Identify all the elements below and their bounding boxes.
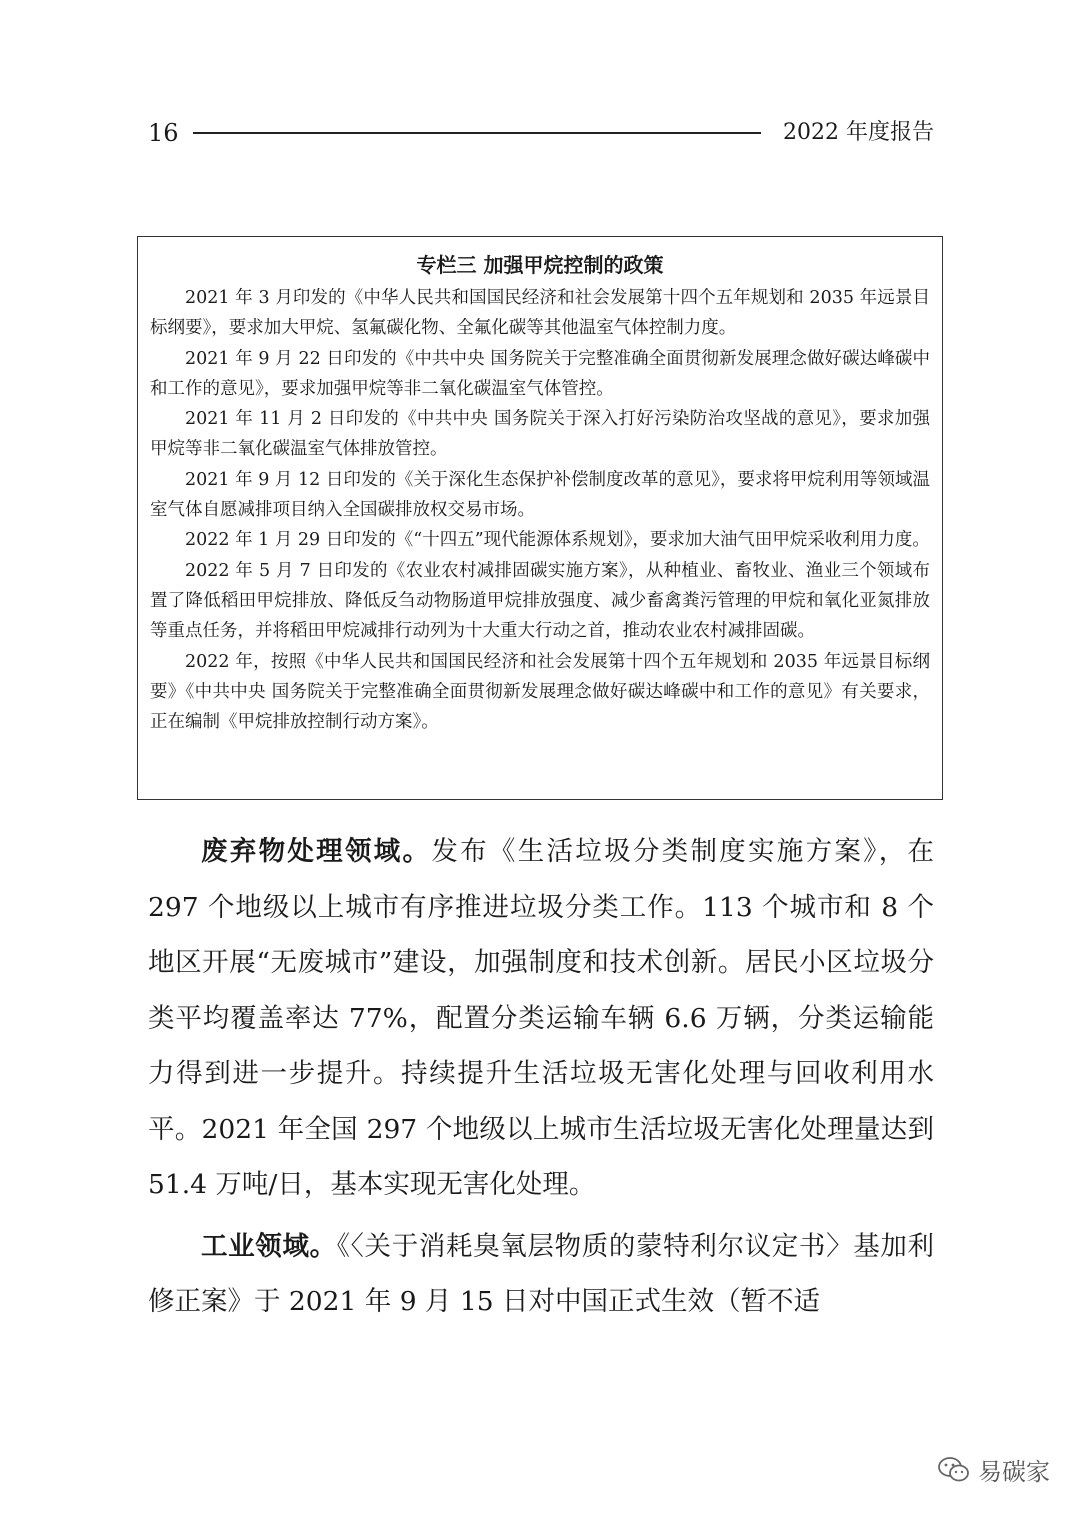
body-text [148,824,934,1330]
sidebar-title: 专栏三 加强甲烷控制的政策 [416,253,664,277]
industry-text: 《〈关于消耗臭氧层物质的蒙特利尔议定书〉基加利修正案》于 2021 年 9 月 15 日对中国正式生效（暂不适 [148,1230,935,1317]
sidebar-box [137,236,943,800]
sidebar-paragraph-3: 2021 年 11 月 2 日印发的《中共中央 国务院关于深入打好污染防治攻坚战的意见》，要求加强甲烷等非二氧化碳温室气体排放管控。 [150,409,930,460]
page-header [148,116,934,150]
waste-paragraph [148,824,934,1213]
sidebar-paragraph-7: 2022 年，按照《中华人民共和国国民经济和社会发展第十四个五年规划和 2035 年远景目标纲要》《中共中央 国务院关于完整准确全面贯彻新发展理念做好碳达峰碳中和工作的意见》有关要求，正在编制《甲烷排放控制行动方案》。 [150,651,930,733]
watermark-label: 易碳家 [978,1458,1050,1486]
page-number: 16 [148,119,179,147]
sidebar-paragraph-5: 2022 年 1 月 29 日印发的《“十四五”现代能源体系规划》，要求加大油气田甲烷采收利用力度。 [185,530,930,551]
industry-paragraph [148,1219,934,1330]
sidebar-paragraph-6: 2022 年 5 月 7 日印发的《农业农村减排固碳实施方案》，从种植业、畜牧业、渔业三个领域布置了降低稻田甲烷排放、降低反刍动物肠道甲烷排放强度、减少畜禽粪污管理的甲烷和氧化亚氮排放等重点任务，并将稻田甲烷减排行动列为十大重大行动之首，推动农业农村减排固碳。 [150,560,930,642]
header-rule [193,132,761,134]
waste-text: 发布《生活垃圾分类制度实施方案》，在 297 个地级以上城市有序推进垃圾分类工作。113 个城市和 8 个地区开展“无废城市”建设，加强制度和技术创新。居民小区垃圾分类平均覆盖率达 77%，配置分类运输车辆 6.6 万辆，分类运输能力得到进一步提升。持续提升生活垃圾无害化处理与回收利用水平。2021 年全国 297 个地级以上城市生活垃圾无害化处理量达到 51.4 万吨/日，基本实现无害化处理。 [148,836,935,1200]
sidebar-paragraph-2: 2021 年 9 月 22 日印发的《中共中央 国务院关于完整准确全面贯彻新发展理念做好碳达峰碳中和工作的意见》，要求加强甲烷等非二氧化碳温室气体管控。 [150,348,930,399]
sidebar-paragraph-1: 2021 年 3 月印发的《中华人民共和国国民经济和社会发展第十四个五年规划和 2035 年远景目标纲要》，要求加大甲烷、氢氟碳化物、全氟化碳等其他温室气体控制力度。 [150,288,930,339]
report-title: 2022 年度报告 [783,120,934,145]
sidebar-paragraph-4: 2021 年 9 月 12 日印发的《关于深化生态保护补偿制度改革的意见》，要求将甲烷利用等领域温室气体自愿减排项目纳入全国碳排放权交易市场。 [150,469,930,521]
industry-lead: 工业领域。 [201,1230,337,1262]
wechat-icon [938,1456,970,1484]
watermark [938,1452,1050,1487]
waste-lead: 废弃物处理领域。 [201,836,432,867]
